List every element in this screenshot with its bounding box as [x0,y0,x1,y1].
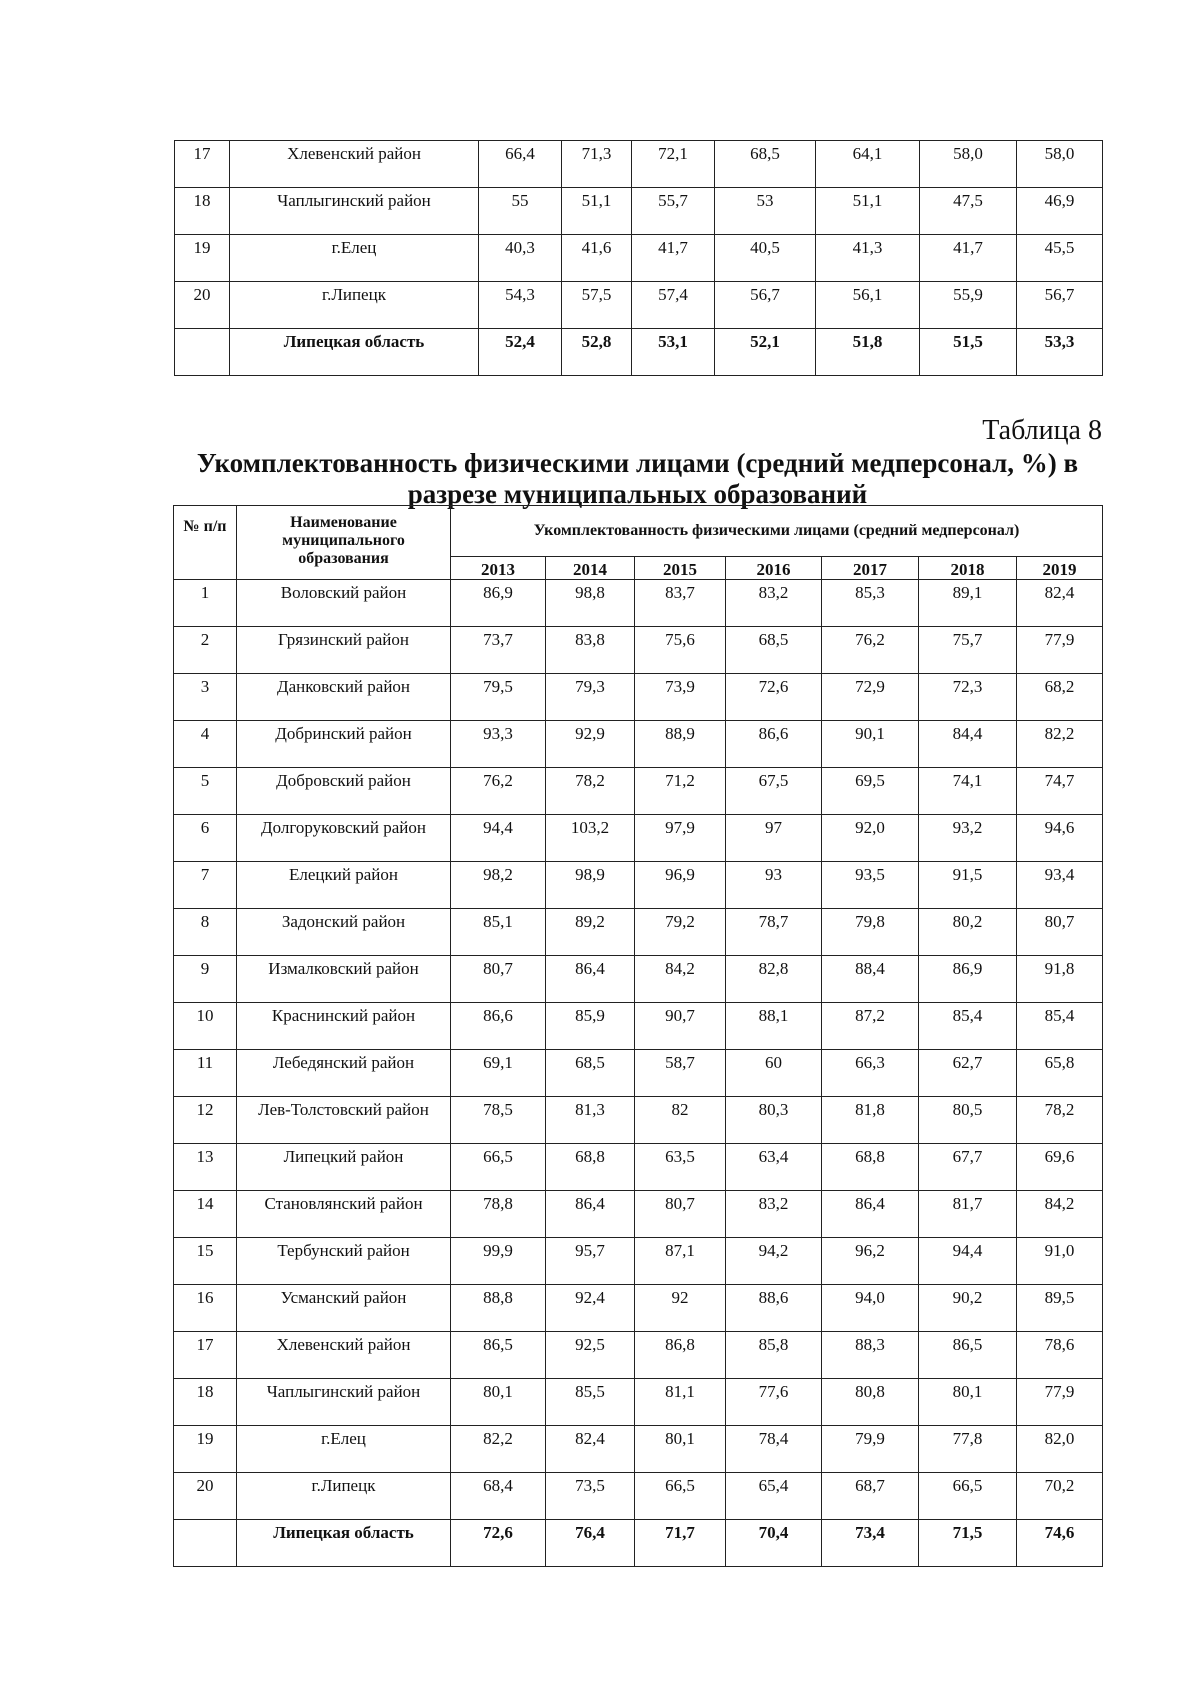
table-row [174,909,1103,956]
value-cell: 75,6 [635,627,726,674]
value-cell: 74,7 [1017,768,1103,815]
table-row [175,282,1103,329]
row-number [175,329,230,376]
municipality-name: Грязинский район [237,627,451,674]
value-cell: 68,8 [822,1144,919,1191]
value-cell: 63,5 [635,1144,726,1191]
municipality-name: Задонский район [237,909,451,956]
value-cell: 73,9 [635,674,726,721]
value-cell: 92,0 [822,815,919,862]
municipality-name: Краснинский район [237,1003,451,1050]
header-year: 2014 [546,557,635,580]
row-number: 7 [174,862,237,909]
row-number: 18 [174,1379,237,1426]
value-cell: 80,7 [1017,909,1103,956]
table-row [175,141,1103,188]
total-row [175,329,1103,376]
value-cell: 72,9 [822,674,919,721]
value-cell: 55 [479,188,562,235]
row-number: 13 [174,1144,237,1191]
value-cell: 86,5 [919,1332,1017,1379]
value-cell: 80,7 [451,956,546,1003]
value-cell: 92,4 [546,1285,635,1332]
value-cell: 88,8 [451,1285,546,1332]
table-row [174,862,1103,909]
value-cell: 82,8 [726,956,822,1003]
row-number: 9 [174,956,237,1003]
value-cell: 80,3 [726,1097,822,1144]
value-cell: 89,2 [546,909,635,956]
value-cell: 98,8 [546,580,635,627]
table-row [174,956,1103,1003]
value-cell: 86,4 [822,1191,919,1238]
value-cell: 80,1 [635,1426,726,1473]
value-cell: 80,8 [822,1379,919,1426]
row-number: 10 [174,1003,237,1050]
value-cell: 58,0 [920,141,1017,188]
municipality-name: г.Елец [237,1426,451,1473]
value-cell: 51,1 [816,188,920,235]
value-cell: 85,5 [546,1379,635,1426]
value-cell: 57,5 [562,282,632,329]
table-8-body [174,580,1103,1567]
value-cell: 77,8 [919,1426,1017,1473]
value-cell: 98,9 [546,862,635,909]
value-cell: 79,9 [822,1426,919,1473]
value-cell: 97 [726,815,822,862]
value-cell: 54,3 [479,282,562,329]
value-cell: 68,5 [546,1050,635,1097]
value-cell: 77,9 [1017,627,1103,674]
value-cell: 66,4 [479,141,562,188]
value-cell: 85,3 [822,580,919,627]
value-cell: 69,1 [451,1050,546,1097]
row-number: 4 [174,721,237,768]
value-cell: 68,7 [822,1473,919,1520]
value-cell: 93,2 [919,815,1017,862]
value-cell: 82,2 [451,1426,546,1473]
value-cell: 68,4 [451,1473,546,1520]
header-year: 2017 [822,557,919,580]
value-cell: 92 [635,1285,726,1332]
value-cell: 41,7 [920,235,1017,282]
value-cell: 96,9 [635,862,726,909]
value-cell: 58,7 [635,1050,726,1097]
value-cell: 75,7 [919,627,1017,674]
value-cell: 81,7 [919,1191,1017,1238]
row-number: 8 [174,909,237,956]
value-cell: 68,5 [726,627,822,674]
value-cell: 53,1 [632,329,715,376]
value-cell: 40,3 [479,235,562,282]
value-cell: 71,2 [635,768,726,815]
table-row [174,1144,1103,1191]
value-cell: 55,7 [632,188,715,235]
row-number: 12 [174,1097,237,1144]
value-cell: 83,7 [635,580,726,627]
header-year: 2016 [726,557,822,580]
table-row [174,674,1103,721]
municipality-name: Хлевенский район [230,141,479,188]
value-cell: 69,6 [1017,1144,1103,1191]
row-number: 20 [174,1473,237,1520]
municipality-name: Усманский район [237,1285,451,1332]
value-cell: 70,2 [1017,1473,1103,1520]
header-municipality: Наименование муниципального образования [237,506,451,580]
value-cell: 72,6 [726,674,822,721]
value-cell: 46,9 [1017,188,1103,235]
value-cell: 72,3 [919,674,1017,721]
value-cell: 65,8 [1017,1050,1103,1097]
value-cell: 95,7 [546,1238,635,1285]
municipality-name: Елецкий район [237,862,451,909]
value-cell: 85,8 [726,1332,822,1379]
municipality-name: Липецкая область [230,329,479,376]
municipality-name: Добринский район [237,721,451,768]
value-cell: 71,7 [635,1520,726,1567]
value-cell: 86,6 [726,721,822,768]
table-row [174,1473,1103,1520]
value-cell: 84,2 [1017,1191,1103,1238]
table-row [175,235,1103,282]
value-cell: 94,2 [726,1238,822,1285]
municipality-name: Становлянский район [237,1191,451,1238]
municipality-name: г.Липецк [230,282,479,329]
value-cell: 67,5 [726,768,822,815]
value-cell: 73,5 [546,1473,635,1520]
municipality-name: Воловский район [237,580,451,627]
value-cell: 51,8 [816,329,920,376]
row-number: 2 [174,627,237,674]
value-cell: 74,6 [1017,1520,1103,1567]
municipality-name: Чаплыгинский район [230,188,479,235]
value-cell: 72,1 [632,141,715,188]
table-row [174,1191,1103,1238]
value-cell: 90,2 [919,1285,1017,1332]
value-cell: 90,7 [635,1003,726,1050]
value-cell: 85,4 [919,1003,1017,1050]
value-cell: 73,4 [822,1520,919,1567]
value-cell: 78,2 [546,768,635,815]
value-cell: 80,1 [919,1379,1017,1426]
value-cell: 56,7 [715,282,816,329]
value-cell: 60 [726,1050,822,1097]
value-cell: 76,2 [822,627,919,674]
value-cell: 78,8 [451,1191,546,1238]
row-number: 5 [174,768,237,815]
value-cell: 66,5 [451,1144,546,1191]
value-cell: 78,6 [1017,1332,1103,1379]
table-row [174,1238,1103,1285]
table-row [174,580,1103,627]
value-cell: 83,2 [726,1191,822,1238]
value-cell: 80,1 [451,1379,546,1426]
value-cell: 79,5 [451,674,546,721]
value-cell: 88,4 [822,956,919,1003]
value-cell: 62,7 [919,1050,1017,1097]
municipality-name: Измалковский район [237,956,451,1003]
value-cell: 94,6 [1017,815,1103,862]
value-cell: 68,2 [1017,674,1103,721]
value-cell: 91,5 [919,862,1017,909]
value-cell: 93,3 [451,721,546,768]
value-cell: 88,9 [635,721,726,768]
value-cell: 85,9 [546,1003,635,1050]
value-cell: 52,1 [715,329,816,376]
row-number: 3 [174,674,237,721]
row-number [174,1520,237,1567]
value-cell: 90,1 [822,721,919,768]
value-cell: 92,9 [546,721,635,768]
value-cell: 92,5 [546,1332,635,1379]
municipality-name: Лев-Толстовский район [237,1097,451,1144]
value-cell: 79,8 [822,909,919,956]
total-row [174,1520,1103,1567]
municipality-name: Долгоруковский район [237,815,451,862]
value-cell: 79,2 [635,909,726,956]
value-cell: 72,6 [451,1520,546,1567]
row-number: 11 [174,1050,237,1097]
header-year: 2018 [919,557,1017,580]
municipality-name: г.Липецк [237,1473,451,1520]
value-cell: 87,1 [635,1238,726,1285]
header-year: 2013 [451,557,546,580]
municipality-name: Тербунский район [237,1238,451,1285]
municipality-name: Лебедянский район [237,1050,451,1097]
value-cell: 81,3 [546,1097,635,1144]
value-cell: 53,3 [1017,329,1103,376]
value-cell: 82,4 [546,1426,635,1473]
value-cell: 91,8 [1017,956,1103,1003]
value-cell: 86,9 [451,580,546,627]
table-row [174,1332,1103,1379]
value-cell: 93 [726,862,822,909]
value-cell: 68,5 [715,141,816,188]
row-number: 14 [174,1191,237,1238]
table-row [174,1426,1103,1473]
value-cell: 84,2 [635,956,726,1003]
value-cell: 52,8 [562,329,632,376]
value-cell: 94,0 [822,1285,919,1332]
value-cell: 73,7 [451,627,546,674]
value-cell: 98,2 [451,862,546,909]
municipality-name: Липецкий район [237,1144,451,1191]
value-cell: 55,9 [920,282,1017,329]
value-cell: 64,1 [816,141,920,188]
value-cell: 94,4 [451,815,546,862]
value-cell: 84,4 [919,721,1017,768]
value-cell: 86,6 [451,1003,546,1050]
row-number: 18 [175,188,230,235]
value-cell: 80,7 [635,1191,726,1238]
value-cell: 97,9 [635,815,726,862]
value-cell: 76,4 [546,1520,635,1567]
value-cell: 68,8 [546,1144,635,1191]
table-8 [173,505,1103,1567]
value-cell: 65,4 [726,1473,822,1520]
value-cell: 79,3 [546,674,635,721]
table-row [174,815,1103,862]
table-row [174,1285,1103,1332]
value-cell: 94,4 [919,1238,1017,1285]
value-cell: 93,4 [1017,862,1103,909]
value-cell: 81,1 [635,1379,726,1426]
value-cell: 86,4 [546,1191,635,1238]
value-cell: 41,6 [562,235,632,282]
table-row [174,627,1103,674]
value-cell: 74,1 [919,768,1017,815]
table-row [174,1050,1103,1097]
value-cell: 96,2 [822,1238,919,1285]
value-cell: 93,5 [822,862,919,909]
value-cell: 89,5 [1017,1285,1103,1332]
municipality-name: Данковский район [237,674,451,721]
value-cell: 88,3 [822,1332,919,1379]
row-number: 20 [175,282,230,329]
value-cell: 81,8 [822,1097,919,1144]
value-cell: 86,9 [919,956,1017,1003]
value-cell: 87,2 [822,1003,919,1050]
value-cell: 56,1 [816,282,920,329]
table-row [174,1097,1103,1144]
value-cell: 88,6 [726,1285,822,1332]
value-cell: 86,5 [451,1332,546,1379]
value-cell: 77,6 [726,1379,822,1426]
value-cell: 57,4 [632,282,715,329]
header-group: Укомплектованность физическими лицами (средний медперсонал) [451,506,1103,557]
value-cell: 80,5 [919,1097,1017,1144]
value-cell: 91,0 [1017,1238,1103,1285]
table-row [174,1379,1103,1426]
row-number: 1 [174,580,237,627]
value-cell: 69,5 [822,768,919,815]
table-8-title: Укомплектованность физическими лицами (средний медперсонал, %) в разрезе муниципальных образований [196,448,1079,509]
table-8-label: Таблица 8 [982,415,1102,446]
value-cell: 53 [715,188,816,235]
table-row [174,1003,1103,1050]
municipality-name: Чаплыгинский район [237,1379,451,1426]
value-cell: 41,7 [632,235,715,282]
value-cell: 85,4 [1017,1003,1103,1050]
value-cell: 86,8 [635,1332,726,1379]
row-number: 15 [174,1238,237,1285]
value-cell: 56,7 [1017,282,1103,329]
value-cell: 45,5 [1017,235,1103,282]
table-row [174,768,1103,815]
table-8-header [174,506,1103,580]
municipality-name: Добровский район [237,768,451,815]
value-cell: 58,0 [1017,141,1103,188]
value-cell: 85,1 [451,909,546,956]
municipality-name: Хлевенский район [237,1332,451,1379]
value-cell: 51,1 [562,188,632,235]
value-cell: 88,1 [726,1003,822,1050]
row-number: 16 [174,1285,237,1332]
value-cell: 78,2 [1017,1097,1103,1144]
value-cell: 82,2 [1017,721,1103,768]
value-cell: 83,8 [546,627,635,674]
value-cell: 47,5 [920,188,1017,235]
row-number: 19 [175,235,230,282]
header-number: № п/п [174,506,237,580]
value-cell: 67,7 [919,1144,1017,1191]
value-cell: 82,0 [1017,1426,1103,1473]
value-cell: 40,5 [715,235,816,282]
row-number: 6 [174,815,237,862]
value-cell: 82 [635,1097,726,1144]
value-cell: 86,4 [546,956,635,1003]
value-cell: 71,3 [562,141,632,188]
value-cell: 70,4 [726,1520,822,1567]
value-cell: 66,3 [822,1050,919,1097]
value-cell: 51,5 [920,329,1017,376]
value-cell: 78,4 [726,1426,822,1473]
value-cell: 66,5 [919,1473,1017,1520]
table-row [175,188,1103,235]
value-cell: 77,9 [1017,1379,1103,1426]
table-7-continuation [174,140,1103,376]
value-cell: 83,2 [726,580,822,627]
value-cell: 103,2 [546,815,635,862]
value-cell: 78,7 [726,909,822,956]
value-cell: 99,9 [451,1238,546,1285]
row-number: 19 [174,1426,237,1473]
value-cell: 76,2 [451,768,546,815]
table-row [174,721,1103,768]
row-number: 17 [174,1332,237,1379]
value-cell: 89,1 [919,580,1017,627]
header-year: 2019 [1017,557,1103,580]
value-cell: 41,3 [816,235,920,282]
value-cell: 82,4 [1017,580,1103,627]
value-cell: 80,2 [919,909,1017,956]
table-7-body [175,141,1103,376]
value-cell: 78,5 [451,1097,546,1144]
municipality-name: Липецкая область [237,1520,451,1567]
value-cell: 66,5 [635,1473,726,1520]
value-cell: 63,4 [726,1144,822,1191]
value-cell: 52,4 [479,329,562,376]
municipality-name: г.Елец [230,235,479,282]
row-number: 17 [175,141,230,188]
value-cell: 71,5 [919,1520,1017,1567]
header-year: 2015 [635,557,726,580]
